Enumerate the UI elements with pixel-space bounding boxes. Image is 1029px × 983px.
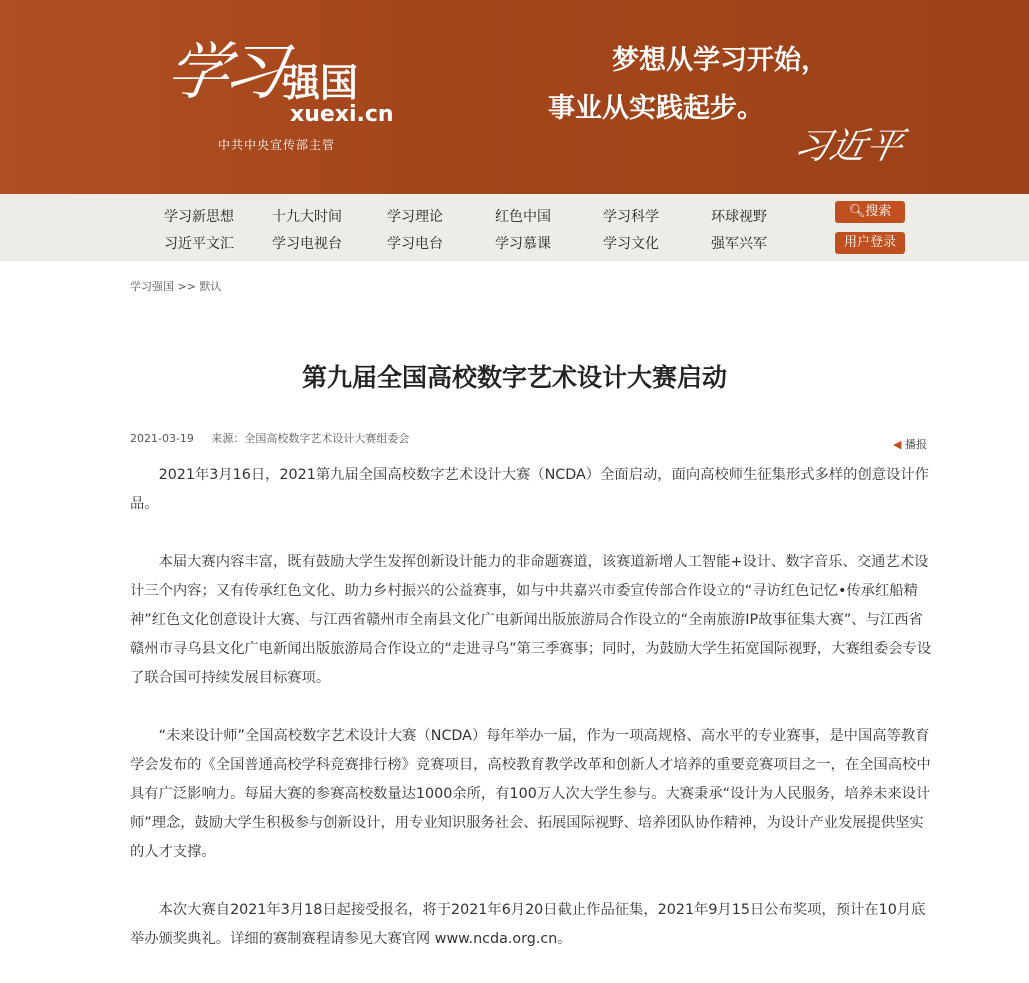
slogan-line2: 事业从实践起步。 [548,93,764,124]
article-meta [130,430,409,446]
article-paragraph: 本次大赛自2021年3月18日起接受报名，将于2021年6月20日截止作品征集，2021年9月15日公布奖项，预计在10月底举办颁奖典礼。详细的赛制赛程请参见大赛官网 www.ncda.org.cn。 [130,902,926,947]
nav-item[interactable]: 学习电视台 [272,236,342,252]
search-label: 搜索 [865,204,892,219]
login-button[interactable]: 用户登录 [835,232,905,254]
search-icon: 🔍︎ [848,204,866,219]
header-banner [0,0,1029,194]
nav-item[interactable]: 红色中国 [495,209,551,225]
speaker-icon: ◀ [893,438,902,451]
logo-url[interactable]: xuexi.cn [290,102,394,127]
nav-item[interactable]: 学习电台 [387,236,443,252]
breadcrumb-home[interactable]: 学习强国 [130,280,174,293]
logo-subtitle: 中共中央宣传部主管 [218,138,336,152]
nav-item[interactable]: 学习理论 [387,209,443,225]
article-body [130,461,937,983]
nav-item[interactable]: 强军兴军 [711,236,767,252]
nav-item[interactable]: 十九大时间 [272,209,342,225]
nav-item[interactable]: 学习新思想 [164,209,234,225]
signature: 习近平 [790,126,907,167]
nav-item[interactable]: 学习科学 [603,209,659,225]
article-paragraph: “未来设计师”全国高校数字艺术设计大赛（NCDA）每年举办一届，作为一项高规格、高水平的专业赛事，是中国高等教育学会发布的《全国普通高校学科竞赛排行榜》竞赛项目，高校教育教学改革和创新人才培养的重要竞赛项目之一，在全国高校中具有广泛影响力。每届大赛的参赛高校数量达1000余所，有100万人次大学生参与。大赛秉承“设计为人民服务，培养未来设计师”理念，鼓励大学生积极参与创新设计，用专业知识服务社会、拓展国际视野、培养团队协作精神，为设计产业发展提供坚实的人才支撑。 [130,728,931,860]
article-paragraph: 2021年3月16日，2021第九届全国高校数字艺术设计大赛（NCDA）全面启动，面向高校师生征集形式多样的创意设计作品。 [130,467,929,512]
main-nav [0,194,1029,261]
nav-item[interactable]: 学习文化 [603,236,659,252]
article-paragraph: 本届大赛内容丰富，既有鼓励大学生发挥创新设计能力的非命题赛道，该赛道新增人工智能+设计、数字音乐、交通艺术设计三个内容；又有传承红色文化、助力乡村振兴的公益赛事，如与中共嘉兴市委宣传部合作设立的“寻访红色记忆•传承红船精神”红色文化创意设计大赛、与江西省赣州市全南县文化广电新闻出版旅游局合作设立的“全南旅游IP故事征集大赛”、与江西省赣州市寻乌县文化广电新闻出版旅游局合作设立的“走进寻乌”第三季赛事；同时，为鼓励大学生拓宽国际视野，大赛组委会专设了联合国可持续发展目标赛项。 [130,554,932,686]
nav-item[interactable]: 习近平文汇 [164,236,234,252]
breadcrumb-current[interactable]: 默认 [199,280,222,293]
article-source: 来源：全国高校数字艺术设计大赛组委会 [211,432,410,445]
article-date: 2021-03-19 [130,432,194,445]
article-title: 第九届全国高校数字艺术设计大赛启动 [301,363,727,392]
breadcrumb-separator: >> [177,280,196,293]
nav-item[interactable]: 环球视野 [711,209,767,225]
report-button[interactable] [893,436,927,452]
slogan-line1: 梦想从学习开始， [612,45,828,76]
report-label: 播报 [904,438,927,451]
breadcrumb [130,278,221,294]
search-button[interactable] [835,201,905,223]
logo-name[interactable]: 强国 [282,61,359,105]
nav-item[interactable]: 学习慕课 [495,236,551,252]
logo-calligraphy[interactable]: 学习 [162,35,285,108]
